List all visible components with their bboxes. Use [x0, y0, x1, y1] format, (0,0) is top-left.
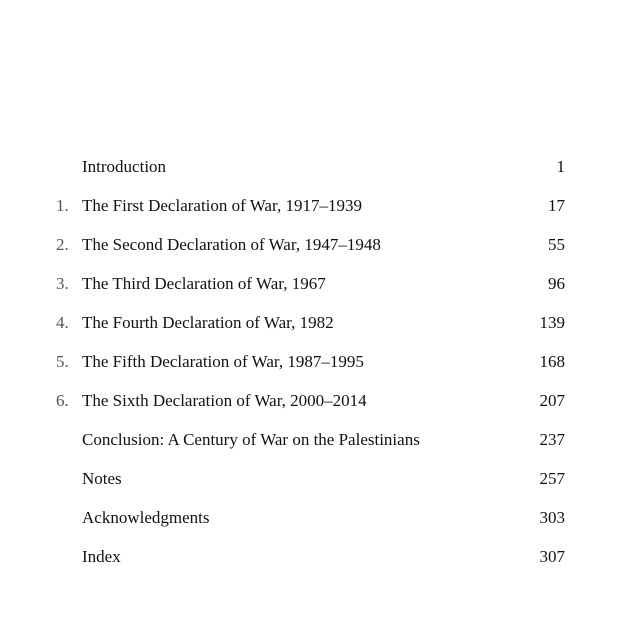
entry-title: Index [82, 547, 121, 566]
toc-entry-chapter-1[interactable] [0, 192, 639, 220]
entry-title: Introduction [82, 157, 167, 176]
toc-entry-index[interactable] [0, 543, 639, 571]
chapter-number: 6. [56, 391, 69, 410]
toc-entry-chapter-2[interactable] [0, 231, 639, 259]
entry-title: The Sixth Declaration of War, 2000–2014 [82, 391, 367, 410]
toc-entry-introduction[interactable] [0, 153, 639, 181]
page-number: 139 [539, 313, 565, 332]
entry-title: The Third Declaration of War, 1967 [82, 274, 326, 293]
toc-entry-conclusion[interactable] [0, 426, 639, 454]
chapter-number: 5. [56, 352, 69, 371]
page-number: 257 [539, 469, 565, 488]
toc-entry-chapter-6[interactable] [0, 387, 639, 415]
toc-entry-chapter-5[interactable] [0, 348, 639, 376]
page-number: 1 [556, 157, 565, 176]
chapter-number: 4. [56, 313, 69, 332]
page-number: 307 [539, 547, 565, 566]
page-number: 17 [548, 196, 565, 215]
entry-title: Notes [82, 469, 122, 488]
toc-entry-acknowledgments[interactable] [0, 504, 639, 532]
toc-entry-chapter-3[interactable] [0, 270, 639, 298]
toc-entry-notes[interactable] [0, 465, 639, 493]
chapter-number: 1. [56, 196, 69, 215]
page-number: 168 [539, 352, 565, 371]
page-number: 303 [539, 508, 565, 527]
chapter-number: 2. [56, 235, 69, 254]
chapter-number: 3. [56, 274, 69, 293]
entry-title: The First Declaration of War, 1917–1939 [82, 196, 362, 215]
entry-title: Conclusion: A Century of War on the Palestinians [82, 430, 420, 449]
toc-entry-chapter-4[interactable] [0, 309, 639, 337]
entry-title: The Fifth Declaration of War, 1987–1995 [82, 352, 364, 371]
entry-title: The Second Declaration of War, 1947–1948 [82, 235, 381, 254]
page-number: 55 [548, 235, 565, 254]
entry-title: The Fourth Declaration of War, 1982 [82, 313, 334, 332]
page-number: 237 [539, 430, 565, 449]
entry-title: Acknowledgments [82, 508, 210, 527]
page-number: 96 [548, 274, 565, 293]
page-number: 207 [539, 391, 565, 410]
